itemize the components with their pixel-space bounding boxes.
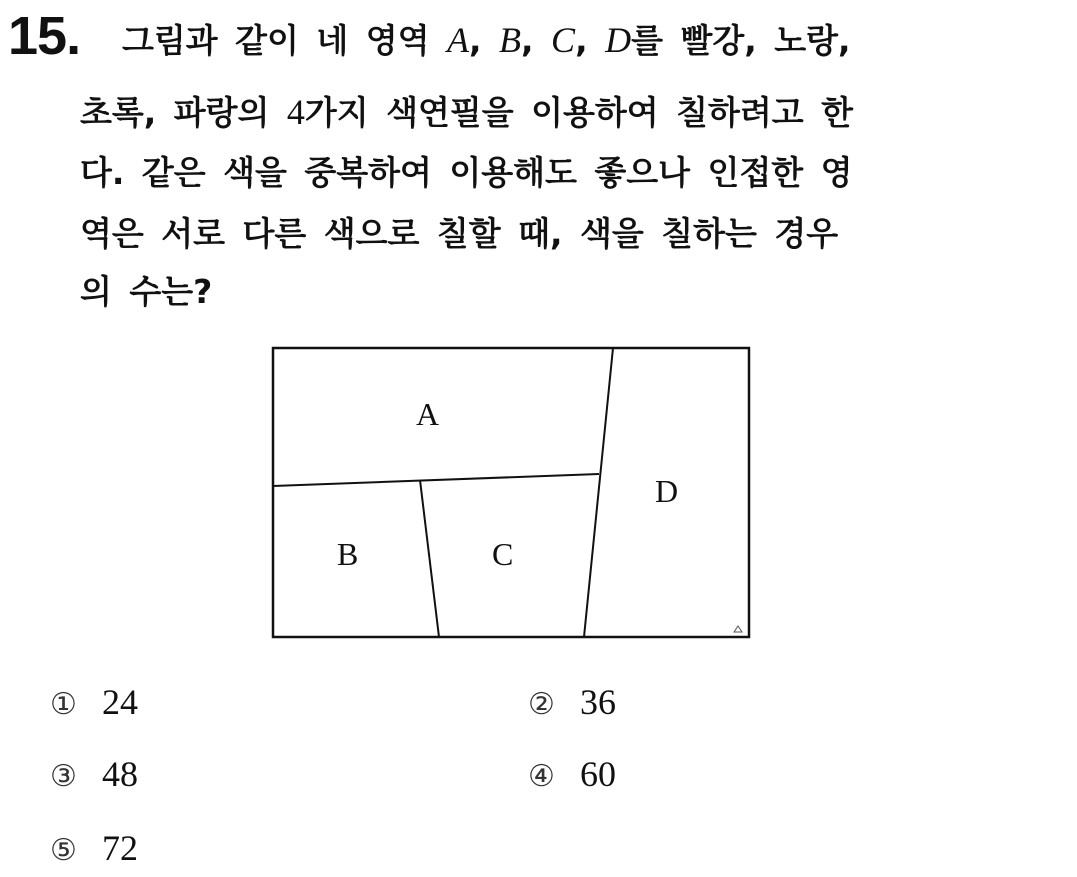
region-label-a: A [416,396,440,432]
question-line-2 [80,82,1020,142]
question-line-3 [80,143,1020,203]
corner-mark-icon [734,626,742,632]
question-text-segment: 를 빨강, 노랑, [631,21,851,60]
question-text-segment: 초록, 파랑의 [80,93,287,132]
choice-marker: ② [528,687,555,722]
question-text-segment: 그림과 같이 네 영역 [122,21,447,60]
question-line-1 [122,10,1062,70]
region-var-a: A [446,20,469,60]
question-text-segment: 가지 색연필을 이용하여 칠하려고 한 [304,93,854,132]
choice-1[interactable] [50,680,138,724]
comma: , [521,21,552,60]
choice-marker: ③ [50,759,77,794]
comma: , [468,21,500,60]
question-line-4 [80,204,1020,264]
region-var-d: D [605,20,632,60]
choice-4[interactable] [528,752,616,796]
region-label-d: D [655,473,679,509]
question-line-5 [80,262,1020,322]
question-text-segment: 의 수는? [80,272,213,311]
boundary-a-b-c [273,474,599,486]
choice-value: 48 [102,754,138,794]
comma: , [575,21,606,60]
choice-2[interactable] [528,680,616,724]
choice-value: 72 [102,828,138,868]
choice-value: 24 [102,682,138,722]
choice-value: 36 [580,682,616,722]
boundary-a-c-d [584,348,613,637]
region-label-b: B [337,536,359,572]
question-text-segment: 역은 서로 다른 색으로 칠할 때, 색을 칠하는 경우 [80,214,839,253]
boundary-b-c [420,480,439,637]
choice-value: 60 [580,754,616,794]
region-label-c: C [492,536,514,572]
choice-marker: ① [50,687,77,722]
choice-marker: ⑤ [50,833,77,868]
choice-3[interactable] [50,752,138,796]
choice-5[interactable] [50,826,138,870]
color-count: 4 [286,92,305,132]
question-text-segment: 다. 같은 색을 중복하여 이용해도 좋으나 인접한 영 [80,153,853,192]
choice-marker: ④ [528,759,555,794]
region-diagram [270,346,754,642]
region-var-b: B [499,20,522,60]
question-number: 15. [8,6,81,66]
region-var-c: C [551,20,576,60]
